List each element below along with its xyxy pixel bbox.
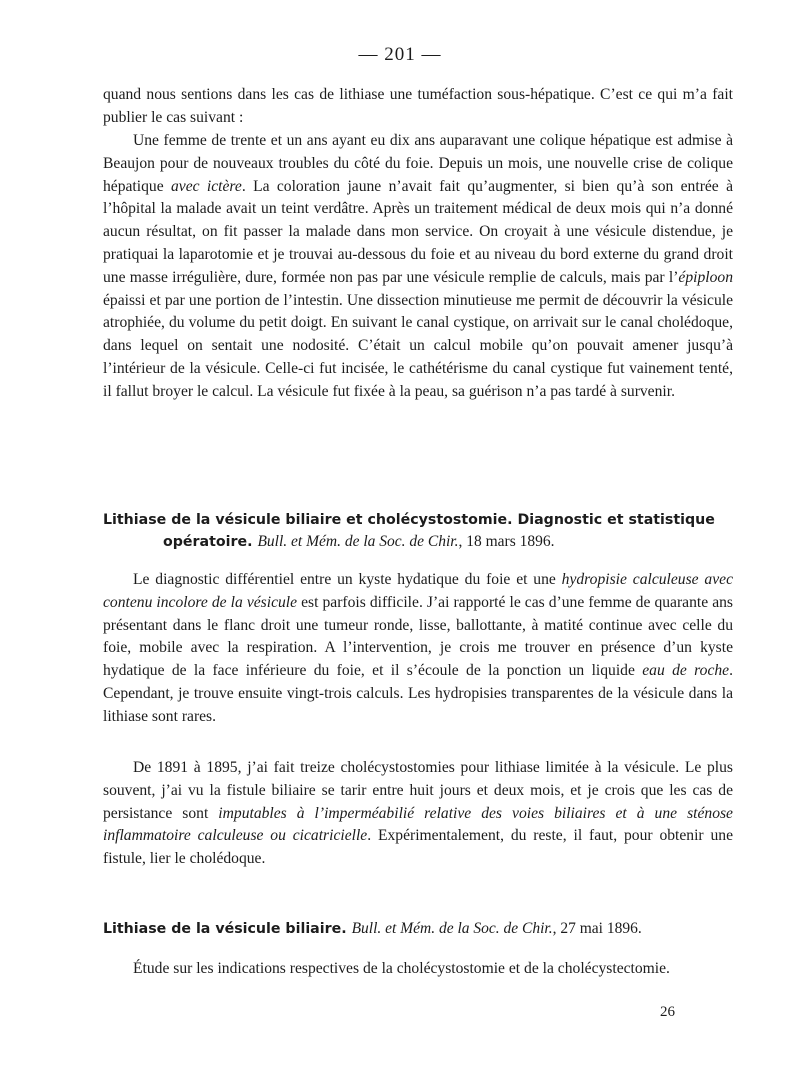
diagnostic-text-3: . Cependant, je trouve ensuite vingt-trois calculs. Les hydropisies transparentes de la vésicule dans la lithiase sont rares. bbox=[103, 662, 733, 725]
intro-paragraph bbox=[103, 84, 733, 130]
indications-paragraph bbox=[103, 958, 733, 981]
case-paragraph bbox=[103, 130, 733, 404]
page-number: — 201 — bbox=[358, 44, 442, 65]
reference-date: , 27 mai 1896. bbox=[552, 920, 642, 937]
intro-text: quand nous sentions dans les cas de lithiase une tuméfaction sous-hépatique. C’est ce qui m’a fait publier le cas suivant : bbox=[103, 86, 733, 126]
reference-journal: Bull. et Mém. de la Soc. de Chir. bbox=[351, 920, 553, 937]
signature-number: 26 bbox=[660, 1004, 675, 1020]
section-title: Lithiase de la vésicule biliaire. bbox=[103, 921, 347, 937]
diagnostic-text-2: est parfois difficile. J’ai rapporté le cas d’une femme de quarante ans présentant dans le flanc droit une tumeur ronde, lisse, ballottante, à matité continue avec celle du foie, mobile avec la respiration. A l’intervention, je crois me trouver en présence d’un kyste hydatique de la face inférieure du foie, et il s’écoule de la ponction un liquide bbox=[103, 593, 733, 680]
diagnostic-italic-2: eau de roche bbox=[642, 662, 730, 680]
diagnostic-text-1: Le diagnostic différentiel entre un kyste hydatique du foie et une bbox=[133, 571, 562, 588]
section-heading-lithiase bbox=[103, 918, 793, 940]
case-text-3: épaissi et par une portion de l’intestin. Une dissection minutieuse me permit de découvrir la vésicule atrophiée, du volume du petit doigt. En suivant le canal cystique, on arrivait sur le canal cholédoque, dans lequel on sentait une nodosité. C’était un calcul mobile qu’on pouvait amener jusqu’à l’intérieur de la vésicule. Celle-ci fut incisée, le cathétérisme du canal cystique fut vainement tenté, il fallut broyer le calcul. La vésicule fut fixée à la peau, sa guérison n’a pas tardé à survenir. bbox=[103, 291, 733, 400]
statistics-text-1: De 1891 à 1895, j’ai fait treize cholécystostomies pour lithiase limitée à la vésicule. Le plus souvent, j’ai vu la fistule biliaire se tarir entre huit jours et deux mois, et je crois que les cas de persistance sont bbox=[103, 759, 733, 822]
case-italic-epiploon: épiploon bbox=[678, 268, 733, 286]
section-reference bbox=[352, 920, 642, 937]
diagnostic-italic-1: hydropisie calculeuse avec contenu incolore de la vésicule bbox=[103, 571, 733, 611]
statistics-text-2: . Expérimentalement, du reste, il faut, pour obtenir une fistule, lier le cholédoque. bbox=[103, 827, 733, 868]
case-text-2: . La coloration jaune n’avait fait qu’augmenter, si bien qu’à son entrée à l’hôpital la malade avait un teint verdâtre. Après un traitement médical de deux mois qui n’a donné aucun résultat, on fit passer la malade dans mon service. On croyait à une vésicule distendue, je pratiquai la laparotomie et je trouvai au-dessous du foie et au niveau du bord externe du grand droit une masse irrégulière, dure, formée non pas par une vésicule remplie de calculs, mais par l’ bbox=[103, 177, 734, 286]
section-heading-cholecystostomie bbox=[103, 509, 793, 553]
diagnostic-paragraph bbox=[103, 569, 733, 729]
statistics-italic: imputables à l’imperméabilié relative des voies biliaires et à une sténose inflammatoire calculeuse ou cicatricielle bbox=[103, 804, 733, 845]
reference-date: , 18 mars 1896. bbox=[458, 533, 555, 550]
section-title: Lithiase de la vésicule biliaire et cholécystostomie. Diagnostic et statistique opératoire. bbox=[103, 512, 715, 550]
case-italic-icterus: avec ictère bbox=[170, 177, 242, 195]
reference-journal: Bull. et Mém. de la Soc. de Chir. bbox=[257, 533, 459, 550]
statistics-paragraph bbox=[103, 757, 733, 871]
indications-text: Étude sur les indications respectives de la cholécystostomie et de la cholécystectomie. bbox=[133, 960, 670, 977]
case-text-1: Une femme de trente et un ans ayant eu dix ans auparavant une colique hépatique est admise à Beaujon pour de nouveaux troubles du côté du foie. Depuis un mois, une nouvelle crise de colique hépatique bbox=[103, 132, 733, 195]
section-reference bbox=[257, 533, 554, 550]
